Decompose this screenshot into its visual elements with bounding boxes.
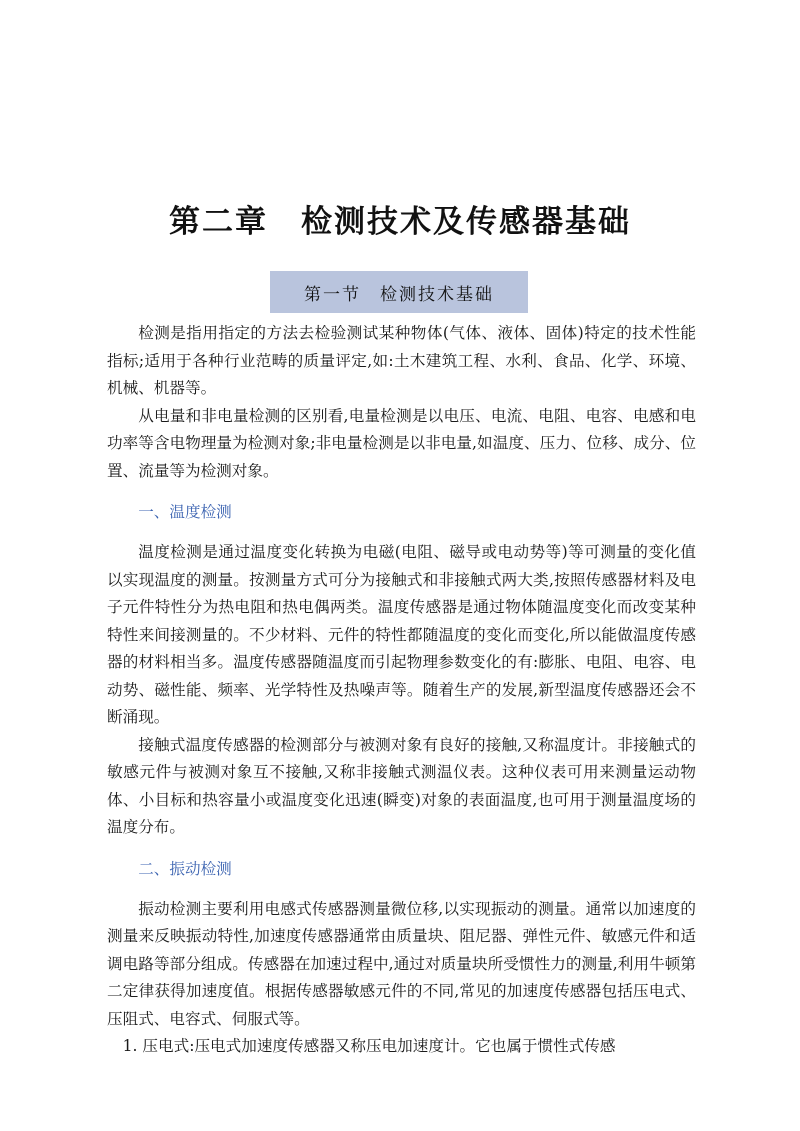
intro-paragraph-2: 从电量和非电量检测的区别看,电量检测是以电压、电流、电阻、电容、电感和电功率等含电物理量为检测对象;非电量检测是以非电量,如温度、压力、位移、成分、位置、流量等为检测对象。: [107, 406, 696, 480]
vibration-heading: 二、振动检测: [138, 859, 232, 878]
temperature-paragraph-1: 温度检测是通过温度变化转换为电磁(电阻、磁导或电动势等)等可测量的变化值以实现温度的测量。按测量方式可分为接触式和非接触式两大类,按照传感器材料及电子元件特性分为热电阻和热电偶两类。温度传感器是通过物体随温度变化而改变某种特性来间接测量的。不少材料、元件的特性都随温度的变化而变化,所以能做温度传感器的材料相当多。温度传感器随温度而引起物理参数变化的有:膨胀、电阻、电容、电动势、磁性能、频率、光学特性及热噪声等。随着生产的发展,新型温度传感器还会不断涌现。: [107, 543, 696, 726]
temperature-heading: 一、温度检测: [138, 503, 232, 521]
section-title-box: [270, 271, 528, 313]
chapter-title: 第二章 检测技术及传感器基础: [169, 204, 631, 240]
intro-paragraph-1: 检测是指用指定的方法去检验测试某种物体(气体、液体、固体)特定的技术性能指标;适用于各种行业范畴的质量评定,如:土木建筑工程、水利、食品、化学、环境、机械、机器等。: [107, 324, 696, 397]
vibration-list-item-1: 1. 压电式:压电式加速度传感器又称压电加速度计。它也属于惯性式传感: [122, 1037, 616, 1055]
body-content: [107, 320, 696, 1061]
vibration-paragraph-1: 振动检测主要利用电感式传感器测量微位移,以实现振动的测量。通常以加速度的测量来反映振动特性,加速度传感器通常由质量块、阻尼器、弹性元件、敏感元件和适调电路等部分组成。传感器在加速过程中,通过对质量块所受惯性力的测量,利用牛顿第二定律获得加速度值。根据传感器敏感元件的不同,常见的加速度传感器包括压电式、压阻式、电容式、伺服式等。: [107, 899, 696, 1028]
section-title: 第一节 检测技术基础: [304, 284, 494, 305]
temperature-paragraph-2: 接触式温度传感器的检测部分与被测对象有良好的接触,又称温度计。非接触式的敏感元件与被测对象互不接触,又称非接触式测温仪表。这种仪表可用来测量运动物体、小目标和热容量小或温度变化迅速(瞬变)对象的表面温度,也可用于测量温度场的温度分布。: [107, 735, 696, 836]
